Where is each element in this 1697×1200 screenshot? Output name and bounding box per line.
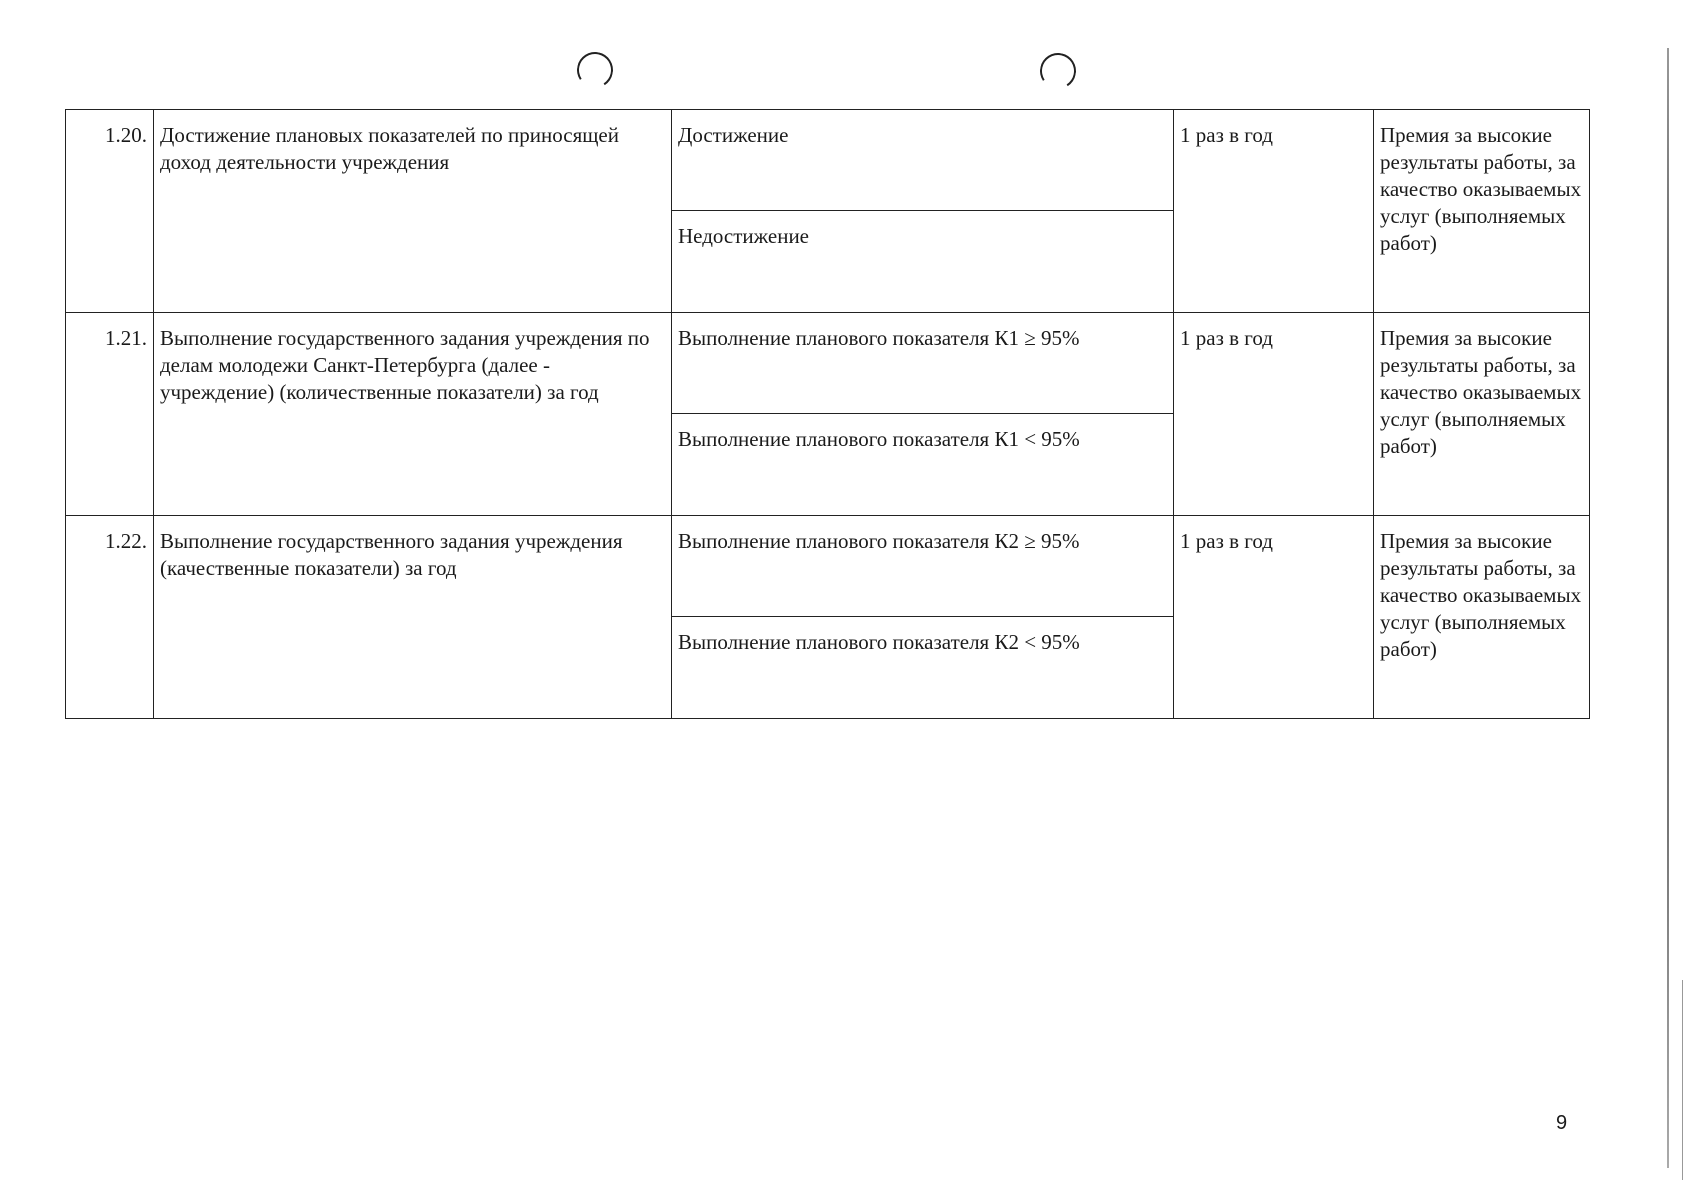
payment-cell: Премия за высокие результаты работы, за качество оказываемых услуг (выполняемых работ)	[1374, 516, 1590, 719]
punch-hole-left	[574, 49, 617, 92]
row-number: 1.21.	[66, 313, 154, 516]
variant-above-threshold-cell: Выполнение планового показателя К1 ≥ 95%	[672, 313, 1174, 414]
criterion-cell: Выполнение государственного задания учреждения по делам молодежи Санкт-Петербурга (далее - учреждение) (количественные показатели) за год	[154, 313, 672, 516]
payment-cell: Премия за высокие результаты работы, за качество оказываемых услуг (выполняемых работ)	[1374, 313, 1590, 516]
scan-edge-line-secondary	[1682, 980, 1683, 1180]
criterion-cell: Достижение плановых показателей по приносящей доход деятельности учреждения	[154, 110, 672, 313]
payment-cell: Премия за высокие результаты работы, за качество оказываемых услуг (выполняемых работ)	[1374, 110, 1590, 313]
variant-not-achieved-cell: Недостижение	[672, 211, 1174, 313]
criteria-table	[65, 109, 1590, 719]
table-row	[66, 313, 1590, 414]
punch-hole-right	[1037, 50, 1080, 93]
variant-below-threshold-cell: Выполнение планового показателя К1 < 95%	[672, 414, 1174, 516]
table-row	[66, 110, 1590, 211]
table-row	[66, 516, 1590, 617]
criterion-cell: Выполнение государственного задания учреждения (качественные показатели) за год	[154, 516, 672, 719]
page-number: 9	[1556, 1112, 1568, 1134]
scan-edge-line	[1667, 48, 1669, 1168]
variant-achieved-cell: Достижение	[672, 110, 1174, 211]
frequency-cell: 1 раз в год	[1174, 313, 1374, 516]
row-number: 1.20.	[66, 110, 154, 313]
variant-above-threshold-cell: Выполнение планового показателя К2 ≥ 95%	[672, 516, 1174, 617]
frequency-cell: 1 раз в год	[1174, 516, 1374, 719]
variant-below-threshold-cell: Выполнение планового показателя К2 < 95%	[672, 617, 1174, 719]
frequency-cell: 1 раз в год	[1174, 110, 1374, 313]
row-number: 1.22.	[66, 516, 154, 719]
